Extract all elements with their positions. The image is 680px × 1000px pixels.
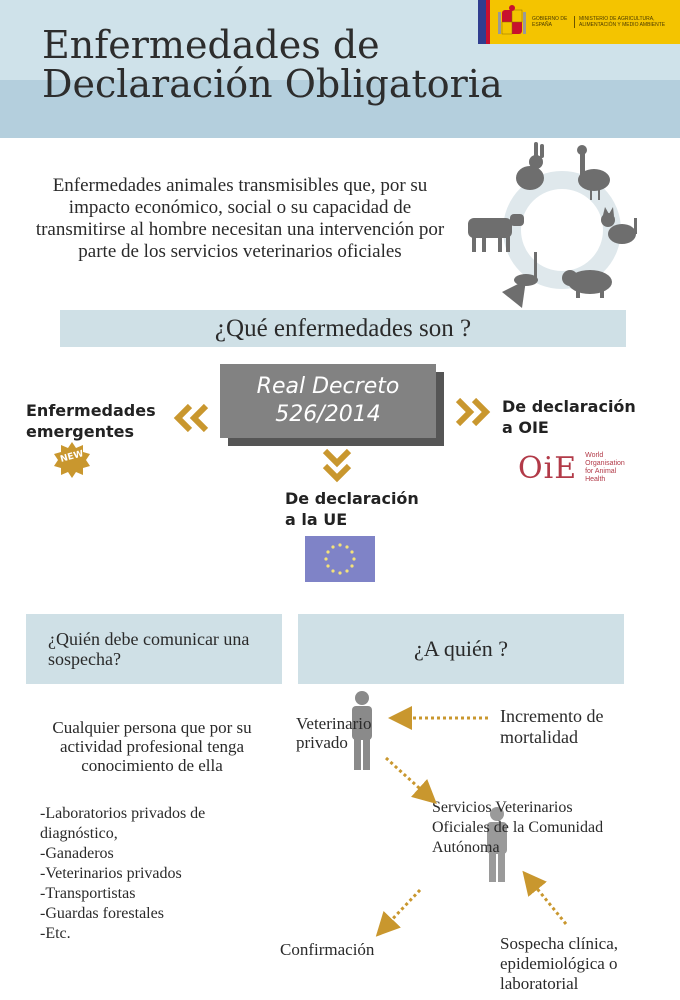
new-badge-text: NEW (59, 449, 85, 465)
intro-text: Enfermedades animales transmisibles que, por su impacto económico, social o su capacidad de transmitirse al hombre necesitan una intervención por parte de los servicios veterinarios oficiales (35, 175, 445, 262)
rabbit-icon (516, 142, 544, 190)
chevron-right-icon (450, 398, 492, 426)
arrow-official-to-confirmation (384, 890, 420, 928)
chevron-down-icon (322, 448, 352, 484)
title-line-2: Declaración Obligatoria (42, 62, 503, 106)
list-item: -Guardas forestales (40, 905, 164, 922)
confirmation-label: Confirmación (280, 940, 375, 959)
decree-line-2: 526/2014 (275, 402, 381, 427)
decree-box (220, 364, 436, 438)
list-item: -Laboratorios privados de diagnóstico, (40, 805, 206, 842)
who-reports-heading: ¿Quién debe comunicar una sospecha? (26, 614, 282, 684)
animals-circle-graphic (462, 140, 652, 310)
ministry-name: MINISTERIO DE AGRICULTURA, ALIMENTACIÓN Y MEDIO AMBIENTE (574, 16, 666, 28)
eu-declaration-label (285, 488, 455, 530)
who-list (40, 804, 270, 944)
list-item: -Etc. (40, 925, 71, 942)
chevron-left-icon (172, 404, 214, 432)
official-services-label: Servicios Veterinarios Oficiales de la Comunidad Autónoma (432, 799, 604, 856)
to-whom-heading: ¿A quién ? (298, 614, 624, 684)
list-item: -Ganaderos (40, 845, 114, 862)
list-item: -Veterinarios privados (40, 865, 182, 882)
oie-logo (518, 448, 648, 488)
mortality-label: Incremento de mortalidad (500, 706, 604, 747)
oie-org-name: World Organisation for Animal Health (585, 452, 625, 483)
arrow-suspicion-to-official (530, 880, 566, 924)
eu-line-1: De declaración (285, 489, 419, 508)
eu-line-2: a la UE (285, 510, 348, 529)
emergent-diseases-label (26, 400, 176, 442)
flag-strip (478, 0, 490, 44)
private-vet-label: Veterinario privado (296, 714, 372, 752)
coat-of-arms-icon (498, 4, 526, 40)
government-logo (478, 0, 680, 44)
who-intro-text: Cualquier persona que por su actividad profesional tenga conocimiento de ella (52, 718, 252, 775)
decree-line-1: Real Decreto (256, 374, 400, 399)
eu-flag-icon (305, 536, 375, 582)
which-diseases-heading: ¿Qué enfermedades son ? (60, 310, 626, 347)
new-badge (52, 442, 92, 478)
oie-line-2: a OIE (502, 418, 549, 437)
oie-declaration-label (502, 396, 672, 438)
page-title (42, 23, 512, 106)
list-item: -Transportistas (40, 885, 136, 902)
emergent-line-2: emergentes (26, 422, 134, 441)
oie-line-1: De declaración (502, 397, 636, 416)
gov-name: GOBIERNO DE ESPAÑA (532, 16, 568, 28)
title-line-1: Enfermedades de (42, 23, 380, 67)
emergent-line-1: Enfermedades (26, 401, 156, 420)
pig-icon (562, 270, 612, 298)
suspicion-label: Sospecha clínica, epidemiológica o laboratorial (500, 934, 619, 993)
arrow-vet-to-official (386, 758, 428, 796)
oie-logo-text: OiE (518, 450, 578, 486)
